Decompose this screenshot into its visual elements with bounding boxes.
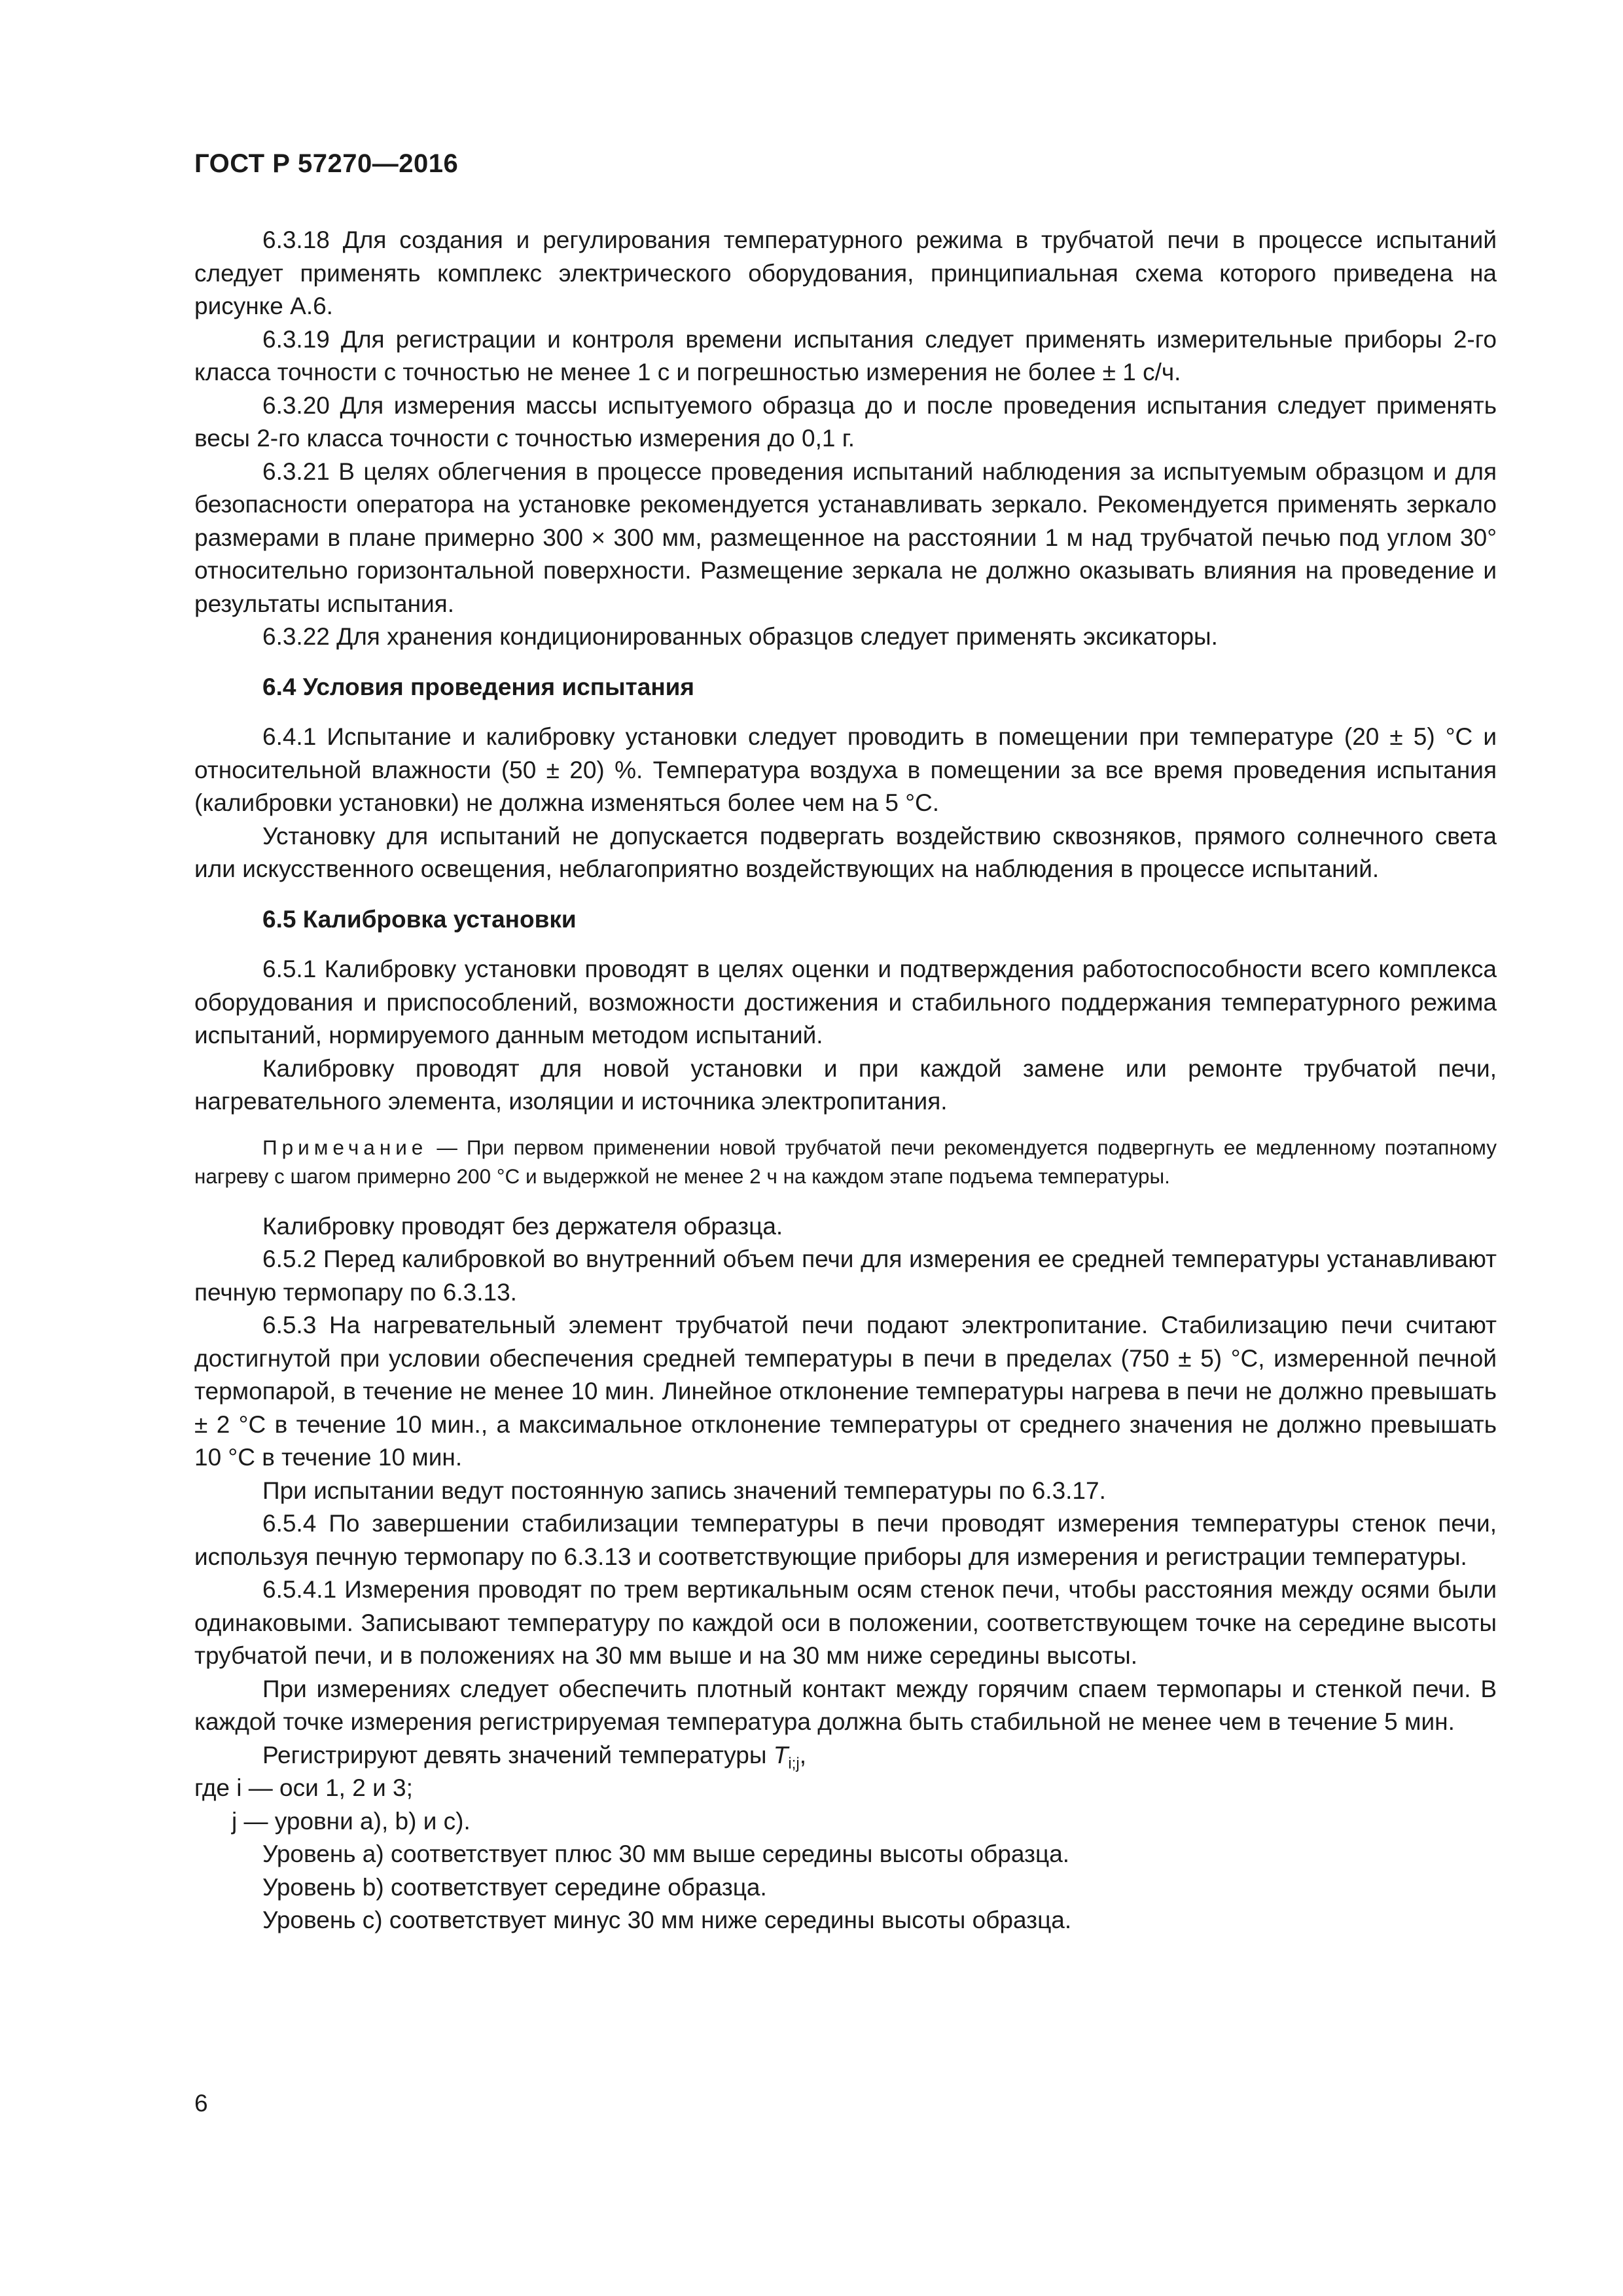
paragraph-6-3-20: 6.3.20 Для измерения массы испытуемого образца до и после проведения испытания следует применять весы 2-го класса точности с точностью измерения до 0,1 г. [194,391,1497,452]
paragraph-level-c: Уровень с) соответствует минус 30 мм ниже середины высоты образца. [262,1907,1072,1933]
note-label: Примечание [262,1135,428,1159]
paragraph-6-5-1: 6.5.1 Калибровку установки проводят в целях оценки и подтверждения работоспособности всего комплекса оборудования и приспособлений, возможности достижения и стабильного поддержания температурного режима испытаний, нормируемого данным методом испытаний. [194,956,1497,1049]
document-body [194,224,1497,1937]
paragraph-6-3-19: 6.3.19 Для регистрации и контроля времени испытания следует применять измерительные приборы 2-го класса точности с точностью не менее 1 с и погрешностью измерения не более ± 1 с/ч. [194,325,1497,386]
definition-j: j — уровни а), b) и с). [232,1807,471,1835]
temperature-subscript: i;j [788,1754,800,1772]
paragraph-register-values [194,1739,1497,1772]
definition-i: где i — оси 1, 2 и 3; [194,1774,413,1801]
temperature-symbol: T [773,1741,789,1768]
paragraph-level-b: Уровень b) соответствует середине образца. [262,1873,767,1901]
standard-header: ГОСТ Р 57270—2016 [194,149,459,178]
section-heading-6-4: 6.4 Условия проведения испытания [262,673,695,700]
note-block [194,1133,1497,1191]
paragraph-6-4-1-continued: Установку для испытаний не допускается подвергать воздействию сквозняков, прямого солнечного света или искусственного освещения, неблагоприятно воздействующих на наблюдения в процессе испытаний. [194,822,1497,882]
paragraph-6-5-4: 6.5.4 По завершении стабилизации температуры в печи проводят измерения температуры стенок печи, используя печную термопару по 6.3.13 и соответствующие приборы для измерения и регистрации температуры. [194,1510,1497,1570]
register-text: Регистрируют девять значений температуры [262,1741,774,1768]
paragraph-6-4-1: 6.4.1 Испытание и калибровку установки следует проводить в помещении при температуре (20 ± 5) °С и относительной влажности (50 ± 20) %. Температура воздуха в помещении за все время проведения испытания (калибровки установки) не должна изменяться более чем на 5 °С. [194,723,1497,816]
paragraph-6-5-3: 6.5.3 На нагревательный элемент трубчатой печи подают электропитание. Стабилизацию печи считают достигнутой при условии обеспечения средней температуры в печи в пределах (750 ± 5) °С, измеренной печной термопарой, в течение не менее 10 мин. Линейное отклонение температуры нагрева в печи не должно превышать ± 2 °С в течение 10 мин., а максимальное отклонение температуры от среднего значения не должно превышать 10 °С в течение 10 мин. [194,1312,1497,1471]
paragraph-6-5-1-continued: Калибровку проводят для новой установки и при каждой замене или ремонте трубчатой печи, нагревательного элемента, изоляции и источника электропитания. [194,1054,1497,1115]
register-suffix: , [799,1741,806,1768]
paragraph-6-3-22: 6.3.22 Для хранения кондиционированных образцов следует применять эксикаторы. [262,623,1218,650]
paragraph-6-5-4-1-continued: При измерениях следует обеспечить плотный контакт между горячим спаем термопары и стенкой печи. В каждой точке измерения регистрируемая температура должна быть стабильной не менее чем в течение 5 мин. [194,1675,1497,1735]
paragraph-6-5-4-1: 6.5.4.1 Измерения проводят по трем вертикальным осям стенок печи, чтобы расстояния между осями были одинаковыми. Записывают температуру по каждой оси в положении, соответствующем точке на середине высоты трубчатой печи, и в положениях на 30 мм выше и на 30 мм ниже середины высоты. [194,1576,1497,1669]
paragraph-6-3-21: 6.3.21 В целях облегчения в процессе проведения испытаний наблюдения за испытуемым образцом и для безопасности оператора на установке рекомендуется устанавливать зеркало. Рекомендуется применять зеркало размерами в плане примерно 300 × 300 мм, размещенное на расстоянии 1 м над трубчатой печью под углом 30° относительно горизонтальной поверхности. Размещение зеркала не должно оказывать влияния на проведение и результаты испытания. [194,457,1497,617]
paragraph-6-3-18: 6.3.18 Для создания и регулирования температурного режима в трубчатой печи в процессе испытаний следует применять комплекс электрического оборудования, принципиальная схема которого приведена на рисунке А.6. [194,226,1497,319]
note-text: — При первом применении новой трубчатой печи рекомендуется подвергнуть ее медленному поэтапному нагреву с шагом примерно 200 °С и выдержкой не менее 2 ч на каждом этапе подъема температуры. [194,1135,1497,1188]
paragraph-6-5-2: 6.5.2 Перед калибровкой во внутренний объем печи для измерения ее средней температуры устанавливают печную термопару по 6.3.13. [194,1246,1497,1306]
section-heading-6-5: 6.5 Калибровка установки [262,905,577,933]
paragraph-6-5-3-continued: При испытании ведут постоянную запись значений температуры по 6.3.17. [262,1477,1106,1504]
page-number: 6 [194,2090,208,2117]
paragraph-level-a: Уровень а) соответствует плюс 30 мм выше середины высоты образца. [262,1840,1070,1867]
paragraph-6-5-1-without-holder: Калибровку проводят без держателя образца. [262,1212,783,1240]
